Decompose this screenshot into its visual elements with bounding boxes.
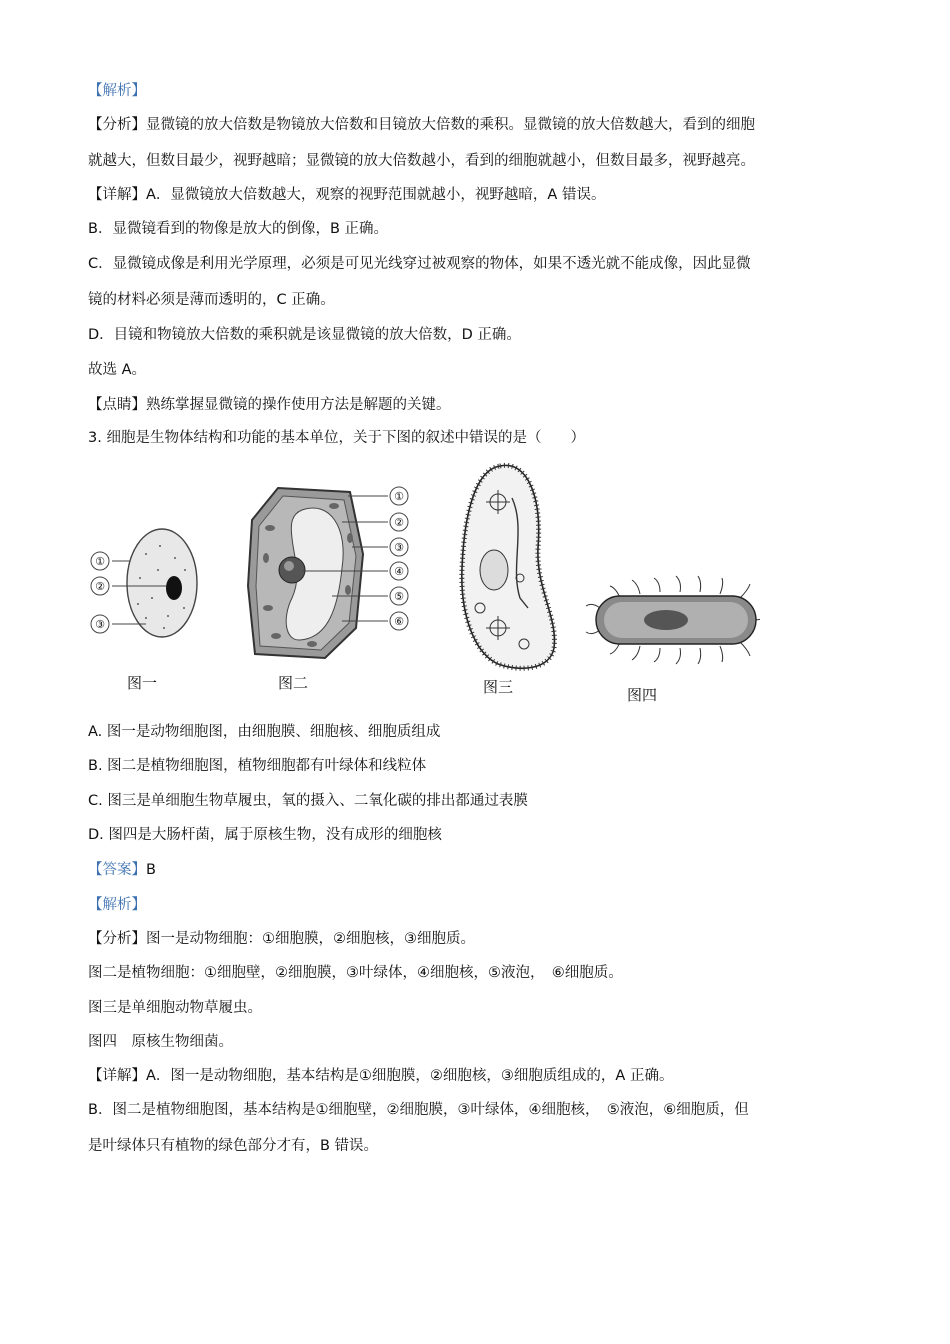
text-line: 故选 A。 xyxy=(88,362,147,378)
text-line: 图三是单细胞动物草履虫。 xyxy=(88,1000,262,1016)
text-line: 图二是植物细胞：①细胞壁，②细胞膜，③叶绿体，④细胞核，⑤液泡， ⑥细胞质。 xyxy=(88,965,623,981)
text-line: 图四 原核生物细菌。 xyxy=(88,1034,233,1050)
fig2-num-2: ② xyxy=(394,516,404,529)
fig2-num-6: ⑥ xyxy=(394,615,404,628)
text-line: 【分析】图一是动物细胞：①细胞膜，②细胞核，③细胞质。 xyxy=(88,931,475,947)
option-c: C. 图三是单细胞生物草履虫，氧的摄入、二氧化碳的排出都通过表膜 xyxy=(88,793,528,809)
text-line: 是叶绿体只有植物的绿色部分才有，B 错误。 xyxy=(88,1138,379,1154)
text-line: C．显微镜成像是利用光学原理，必须是可见光线穿过被观察的物体，如果不透光就不能成像，因此显微 xyxy=(88,256,751,272)
figure-4-label: 图四 xyxy=(626,686,658,704)
option-a: A. 图一是动物细胞图，由细胞膜、细胞核、细胞质组成 xyxy=(88,724,441,740)
text-line: B．图二是植物细胞图，基本结构是①细胞壁，②细胞膜，③叶绿体，④细胞核， ⑤液泡，⑥细胞质，但 xyxy=(88,1102,749,1118)
figure-1-label: 图一 xyxy=(126,674,158,692)
answer-value: B xyxy=(146,862,156,878)
text-line: 【分析】显微镜的放大倍数是物镜放大倍数和目镜放大倍数的乘积。显微镜的放大倍数越大，看到的细胞 xyxy=(88,117,755,133)
option-b: B. 图二是植物细胞图，植物细胞都有叶绿体和线粒体 xyxy=(88,758,427,774)
fig2-num-5: ⑤ xyxy=(394,590,404,603)
option-d: D. 图四是大肠杆菌，属于原核生物，没有成形的细胞核 xyxy=(88,827,442,843)
fig1-num-3: ③ xyxy=(95,618,105,631)
figure-2-plant-cell xyxy=(248,487,408,692)
figure-1-animal-cell xyxy=(91,529,197,692)
figure-3-paramecium xyxy=(462,465,555,696)
analysis-heading-2: 【解析】 xyxy=(88,897,146,913)
cell-figures xyxy=(80,458,760,710)
answer-line: 【答案】B xyxy=(88,862,156,878)
text-line: 【详解】A．图一是动物细胞，基本结构是①细胞膜，②细胞核，③细胞质组成的，A 正确。 xyxy=(88,1068,674,1084)
figure-4-bacterium xyxy=(586,576,760,704)
text-line: B．显微镜看到的物像是放大的倒像，B 正确。 xyxy=(88,221,389,237)
text-line: 镜的材料必须是薄而透明的，C 正确。 xyxy=(88,292,335,308)
text-line: 【点睛】熟练掌握显微镜的操作使用方法是解题的关键。 xyxy=(88,397,451,413)
text-line: 【详解】A．显微镜放大倍数越大，观察的视野范围就越小，视野越暗，A 错误。 xyxy=(88,187,606,203)
figure-3-label: 图三 xyxy=(482,678,514,696)
fig2-num-4: ④ xyxy=(394,565,404,578)
fig2-num-1: ① xyxy=(394,490,404,503)
fig1-num-2: ② xyxy=(95,580,105,593)
fig2-num-3: ③ xyxy=(394,541,404,554)
analysis-heading: 【解析】 xyxy=(88,83,146,99)
question-3: 3. 细胞是生物体结构和功能的基本单位，关于下图的叙述中错误的是（ ） xyxy=(88,430,585,446)
text-line: D．目镜和物镜放大倍数的乘积就是该显微镜的放大倍数，D 正确。 xyxy=(88,327,521,343)
text-line: 就越大，但数目最少，视野越暗；显微镜的放大倍数越小，看到的细胞就越小，但数目最多，视野越亮。 xyxy=(88,153,755,169)
figure-2-label: 图二 xyxy=(277,674,309,692)
fig1-num-1: ① xyxy=(95,555,105,568)
